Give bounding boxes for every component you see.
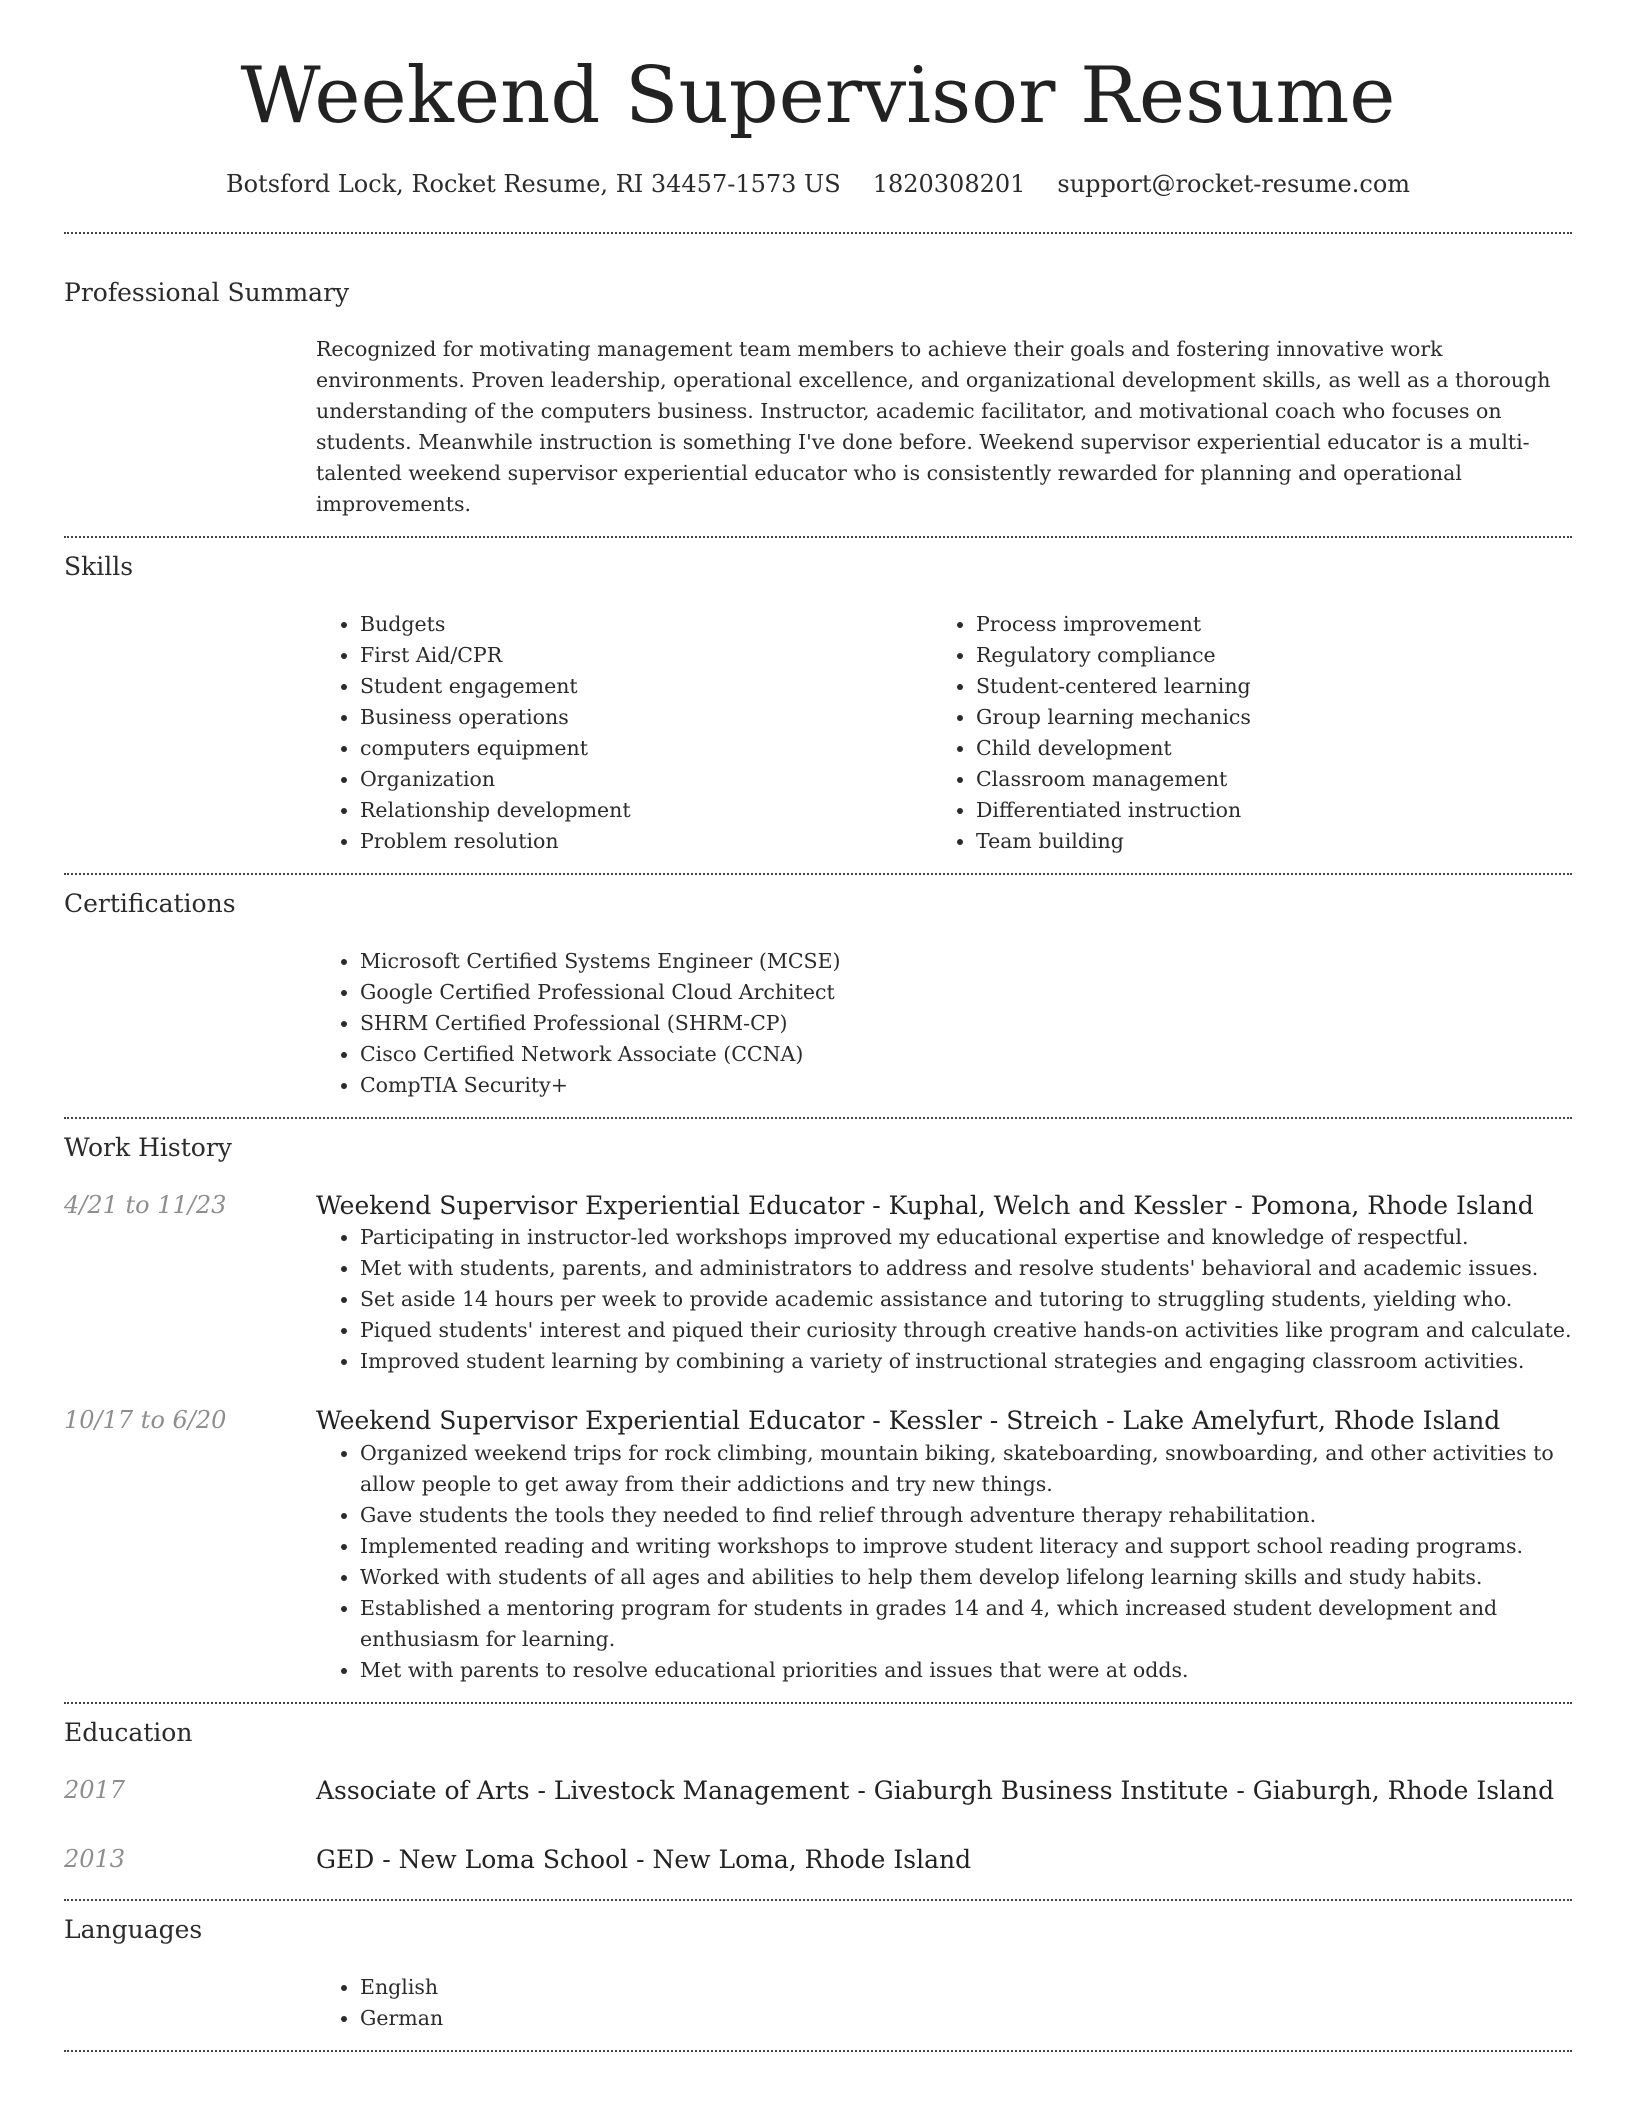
work-entry-main (316, 1190, 1572, 1378)
work-entries (64, 1190, 1572, 1686)
language-item: • German (360, 2003, 1572, 2034)
skill-item: • Budgets (360, 609, 932, 640)
certifications-body (316, 946, 1572, 1101)
skill-item: • Relationship development (360, 795, 932, 826)
education-heading: Education (64, 1717, 193, 1747)
skill-item: • Classroom management (976, 764, 1548, 795)
work-bullet: • Improved student learning by combining a variety of instructional strategies and engaging classroom activities. (360, 1346, 1572, 1377)
certification-item: • Microsoft Certified Systems Engineer (MCSE) (360, 946, 1572, 977)
work-bullet: • Set aside 14 hours per week to provide academic assistance and tutoring to struggling students, yielding who. (360, 1284, 1572, 1315)
work-bullet: • Organized weekend trips for rock climbing, mountain biking, skateboarding, snowboarding, and other activities to allow people to get away from their addictions and try new things. (360, 1438, 1572, 1500)
skill-item: • Student-centered learning (976, 671, 1548, 702)
education-year: 2013 (64, 1845, 126, 1874)
work-bullet: • Established a mentoring program for students in grades 14 and 4, which increased student development and enthusiasm for learning. (360, 1593, 1572, 1655)
work-bullet: • Implemented reading and writing workshops to improve student literacy and support school reading programs. (360, 1531, 1572, 1562)
work-bullet: • Worked with students of all ages and abilities to help them develop lifelong learning skills and study habits. (360, 1562, 1572, 1593)
education-entry (64, 1844, 1572, 1877)
contact-line (64, 170, 1572, 198)
skills-column-right (932, 609, 1548, 857)
languages-section (64, 1901, 1572, 2050)
summary-heading: Professional Summary (64, 277, 350, 307)
work-entry (64, 1405, 1572, 1686)
skills-list-left (316, 609, 932, 857)
skill-item: • Problem resolution (360, 826, 932, 857)
work-bullet: • Met with students, parents, and administrators to address and resolve students' behavioral and academic issues. (360, 1253, 1572, 1284)
skill-item: • Differentiated instruction (976, 795, 1548, 826)
work-employer: - Kuphal, Welch and Kessler - Pomona, Rhode Island (864, 1190, 1534, 1220)
education-year: 2017 (64, 1775, 126, 1804)
education-entry (64, 1775, 1572, 1808)
skill-item: • computers equipment (360, 733, 932, 764)
skills-heading: Skills (64, 551, 134, 581)
work-bullets (316, 1438, 1572, 1686)
work-bullet: • Gave students the tools they needed to find relief through adventure therapy rehabilitation. (360, 1500, 1572, 1531)
work-position: Weekend Supervisor Experiential Educator (316, 1406, 865, 1436)
skill-item: • Student engagement (360, 671, 932, 702)
work-dates: 4/21 to 11/23 (64, 1190, 227, 1219)
skill-item: • Team building (976, 826, 1548, 857)
work-bullet: • Participating in instructor-led workshops improved my educational expertise and knowledge of respectful. (360, 1222, 1572, 1253)
education-entries (64, 1775, 1572, 1877)
summary-section (64, 234, 1572, 536)
resume-title: Weekend Supervisor Resume (240, 51, 1396, 141)
certification-item: • Cisco Certified Network Associate (CCNA) (360, 1039, 1572, 1070)
work-dates: 10/17 to 6/20 (64, 1406, 227, 1435)
skills-grid (316, 609, 1572, 857)
work-history-section (64, 1119, 1572, 1702)
skill-item: • Organization (360, 764, 932, 795)
skills-list-right (932, 609, 1548, 857)
work-history-heading: Work History (64, 1132, 232, 1162)
contact-email: support@rocket-resume.com (1057, 169, 1411, 198)
certification-item: • Google Certified Professional Cloud Architect (360, 977, 1572, 1008)
section-divider (64, 2050, 1572, 2052)
language-item: • English (360, 1972, 1572, 2003)
languages-heading: Languages (64, 1914, 203, 1944)
contact-address: Botsford Lock, Rocket Resume, RI 34457-1573 US (225, 169, 841, 198)
skill-item: • Regulatory compliance (976, 640, 1548, 671)
work-bullets (316, 1222, 1572, 1377)
certification-item: • CompTIA Security+ (360, 1070, 1572, 1101)
education-title: Associate of Arts - Livestock Management - Giaburgh Business Institute - Giaburgh, Rhode Island (316, 1775, 1555, 1805)
work-title (316, 1405, 1572, 1438)
work-bullet: • Met with parents to resolve educational priorities and issues that were at odds. (360, 1655, 1572, 1686)
skill-item: • Business operations (360, 702, 932, 733)
languages-body (316, 1972, 1572, 2034)
work-entry-main (316, 1405, 1572, 1686)
work-position: Weekend Supervisor Experiential Educator (316, 1190, 865, 1220)
certifications-section (64, 875, 1572, 1117)
certification-item: • SHRM Certified Professional (SHRM-CP) (360, 1008, 1572, 1039)
skills-column-left (316, 609, 932, 857)
languages-list (316, 1972, 1572, 2034)
work-employer: - Kessler - Streich - Lake Amelyfurt, Rhode Island (864, 1406, 1501, 1436)
skill-item: • Process improvement (976, 609, 1548, 640)
work-bullet: • Piqued students' interest and piqued their curiosity through creative hands-on activities like program and calculate. (360, 1315, 1572, 1346)
summary-text: Recognized for motivating management team members to achieve their goals and fostering innovative work environments. Proven leadership, operational excellence, and organizational development skills, as well as a thorough understanding of the computers business. Instructor, academic facilitator, and motivational coach who focuses on students. Meanwhile instruction is something I've done before. Weekend supervisor experiential educator is a multi-talented weekend supervisor experiential educator who is consistently rewarded for planning and operational improvements. (316, 336, 1551, 516)
work-title (316, 1190, 1572, 1223)
certifications-list (316, 946, 1572, 1101)
skill-item: • First Aid/CPR (360, 640, 932, 671)
skill-item: • Group learning mechanics (976, 702, 1548, 733)
skill-item: • Child development (976, 733, 1548, 764)
education-title: GED - New Loma School - New Loma, Rhode Island (316, 1845, 972, 1875)
resume-header (64, 0, 1572, 198)
certifications-heading: Certifications (64, 888, 236, 918)
contact-phone: 1820308201 (872, 169, 1026, 198)
work-entry (64, 1190, 1572, 1378)
education-section (64, 1704, 1572, 1899)
skills-section (64, 538, 1572, 873)
